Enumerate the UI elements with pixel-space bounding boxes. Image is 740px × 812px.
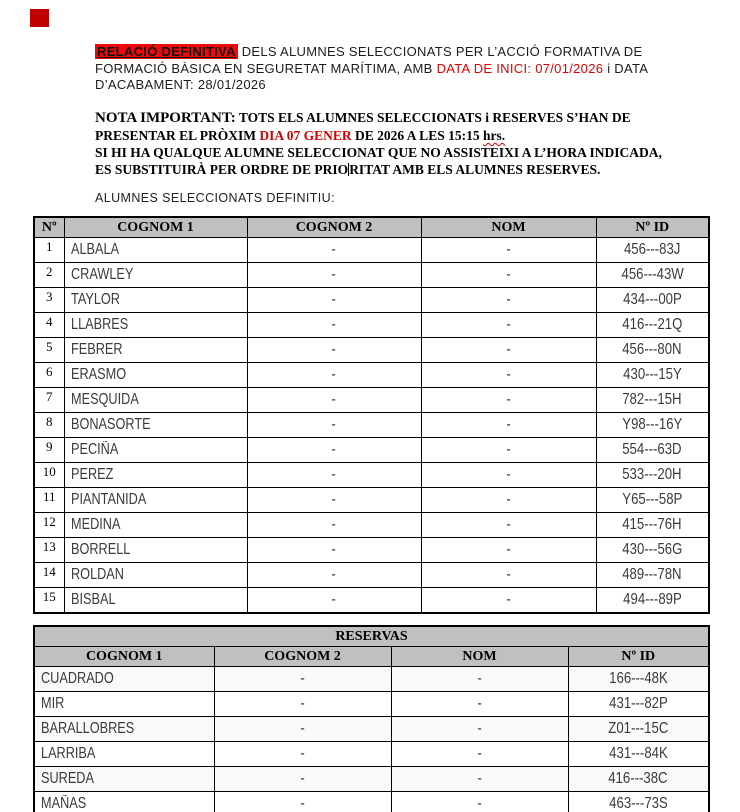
- cell-id: [596, 388, 709, 413]
- note-text: PRESENTAR EL PRÒXIM: [95, 128, 260, 143]
- row-number: 3: [34, 288, 64, 313]
- cell-cognom2: [247, 538, 421, 563]
- cell-cognom2: [247, 488, 421, 513]
- id-text: 782---15H: [622, 391, 682, 408]
- column-header-nom: NOM: [391, 647, 568, 667]
- cell-cognom1: [34, 717, 214, 742]
- cell-nom: [421, 238, 596, 263]
- column-header-cognom1: COGNOM 1: [34, 647, 214, 667]
- table-row: [34, 767, 709, 792]
- cell-cognom2: [247, 288, 421, 313]
- dash-text: -: [331, 516, 337, 533]
- dash-text: -: [477, 795, 482, 812]
- cell-cognom1: [34, 667, 214, 692]
- cell-id: [596, 513, 709, 538]
- table-row: [34, 692, 709, 717]
- selected-students-table: [33, 216, 710, 614]
- dash-text: -: [477, 745, 482, 762]
- surname-text: CUADRADO: [41, 670, 114, 687]
- cell-id: [596, 463, 709, 488]
- row-number: 9: [34, 438, 64, 463]
- cell-cognom1: [64, 488, 247, 513]
- id-text: Z01---15C: [608, 720, 669, 737]
- cell-cognom2: [247, 463, 421, 488]
- dash-text: -: [331, 416, 337, 433]
- cell-id: [596, 363, 709, 388]
- row-number: 8: [34, 413, 64, 438]
- column-header-id: Nº ID: [596, 217, 709, 238]
- dash-text: -: [506, 391, 511, 408]
- cell-id: [596, 338, 709, 363]
- cell-id: [568, 667, 709, 692]
- cell-cognom1: [34, 767, 214, 792]
- cell-cognom2: [247, 563, 421, 588]
- cell-id: [596, 288, 709, 313]
- dash-text: -: [477, 720, 482, 737]
- surname-text: PIANTANIDA: [70, 491, 146, 508]
- dash-text: -: [300, 695, 305, 712]
- cell-cognom1: [64, 413, 247, 438]
- table-row: [34, 388, 709, 413]
- table-row: [34, 438, 709, 463]
- row-number: 11: [34, 488, 64, 513]
- dash-text: -: [506, 366, 511, 383]
- cell-nom: [421, 388, 596, 413]
- dash-text: -: [331, 316, 337, 333]
- highlighted-title: RELACIÓ DEFINITIVA: [97, 44, 236, 59]
- cell-id: [596, 313, 709, 338]
- dash-text: -: [506, 591, 511, 608]
- cell-nom: [391, 742, 568, 767]
- section-label: ALUMNES SELECCIONATS DEFINITIU:: [95, 191, 335, 205]
- surname-text: LLABRES: [70, 316, 128, 333]
- cell-nom: [421, 513, 596, 538]
- cell-id: [596, 588, 709, 614]
- surname-text: MESQUIDA: [70, 391, 139, 408]
- intro-text: FORMACIÓ BÀSICA EN SEGURETAT MARÍTIMA, AMB: [95, 60, 437, 76]
- intro-paragraph: [95, 44, 648, 94]
- table-row: [34, 488, 709, 513]
- surname-text: BISBAL: [70, 591, 116, 608]
- cell-nom: [421, 438, 596, 463]
- cell-id: [568, 767, 709, 792]
- cell-cognom2: [214, 692, 391, 717]
- cell-cognom2: [247, 238, 421, 263]
- cell-cognom1: [64, 538, 247, 563]
- cell-cognom2: [247, 438, 421, 463]
- row-number: 14: [34, 563, 64, 588]
- cell-id: [568, 692, 709, 717]
- surname-text: MEDINA: [70, 516, 120, 533]
- cell-cognom2: [214, 767, 391, 792]
- row-number: 7: [34, 388, 64, 413]
- row-number: 1: [34, 238, 64, 263]
- cell-cognom2: [247, 588, 421, 614]
- column-header-cognom2: COGNOM 2: [214, 647, 391, 667]
- cell-id: [568, 717, 709, 742]
- cell-cognom1: [64, 563, 247, 588]
- table-row: [34, 792, 709, 812]
- dash-text: -: [506, 341, 511, 358]
- row-number: 2: [34, 263, 64, 288]
- row-number: 4: [34, 313, 64, 338]
- cell-nom: [391, 667, 568, 692]
- cell-cognom2: [247, 413, 421, 438]
- cell-id: [596, 563, 709, 588]
- id-text: 463---73S: [608, 795, 668, 812]
- table-row: [34, 363, 709, 388]
- intro-line-3: [95, 77, 648, 94]
- cell-cognom1: [34, 742, 214, 767]
- id-text: 456---43W: [621, 266, 684, 283]
- cell-cognom2: [247, 513, 421, 538]
- table-row: [34, 513, 709, 538]
- surname-text: PEREZ: [70, 466, 113, 483]
- cell-id: [596, 238, 709, 263]
- column-header-nom: NOM: [421, 217, 596, 238]
- cell-nom: [421, 538, 596, 563]
- surname-text: BARALLOBRES: [41, 720, 135, 737]
- cell-cognom2: [247, 363, 421, 388]
- surname-text: CRAWLEY: [70, 266, 133, 283]
- id-text: 430---56G: [622, 541, 683, 558]
- table-row: [34, 263, 709, 288]
- dash-text: -: [331, 366, 337, 383]
- id-text: Y65---58P: [622, 491, 683, 508]
- dash-text: -: [300, 795, 305, 812]
- id-text: 434---00P: [622, 291, 682, 308]
- surname-text: ROLDAN: [70, 566, 124, 583]
- id-text: 431---82P: [608, 695, 668, 712]
- note-line-4: [95, 161, 662, 178]
- intro-line-2: [95, 61, 648, 78]
- id-text: 489---78N: [622, 566, 682, 583]
- surname-text: MIR: [41, 695, 65, 712]
- table-row: [34, 538, 709, 563]
- dash-text: -: [300, 770, 305, 787]
- id-text: 416---21Q: [622, 316, 683, 333]
- cell-nom: [391, 717, 568, 742]
- cell-nom: [421, 313, 596, 338]
- dash-text: -: [331, 541, 337, 558]
- table-row: [34, 288, 709, 313]
- dash-text: -: [331, 291, 337, 308]
- note-line-2: [95, 127, 662, 144]
- surname-text: SUREDA: [41, 770, 94, 787]
- intro-text: i DATA: [603, 60, 649, 76]
- id-text: 494---89P: [622, 591, 682, 608]
- dash-text: -: [331, 266, 337, 283]
- dash-text: -: [506, 266, 511, 283]
- cell-nom: [421, 413, 596, 438]
- cell-nom: [421, 363, 596, 388]
- cell-id: [596, 413, 709, 438]
- cell-cognom1: [64, 238, 247, 263]
- cell-cognom1: [64, 363, 247, 388]
- dash-text: -: [331, 441, 337, 458]
- note-text: ES SUBSTITUIRÀ PER ORDRE DE PRIO: [95, 162, 349, 177]
- surname-text: FEBRER: [70, 341, 123, 358]
- cell-nom: [421, 338, 596, 363]
- row-number: 10: [34, 463, 64, 488]
- table-row: [34, 588, 709, 614]
- dash-text: -: [300, 745, 305, 762]
- id-text: 456---83J: [624, 241, 681, 258]
- dash-text: -: [331, 341, 337, 358]
- cell-cognom1: [64, 338, 247, 363]
- note-text: SI HI HA QUALQUE ALUMNE SELECCIONAT QUE NO ASSISTEIXI A L’HORA INDICADA,: [95, 145, 662, 160]
- table-row: [34, 463, 709, 488]
- surname-text: BONASORTE: [70, 416, 151, 433]
- important-note: [95, 109, 662, 178]
- dash-text: -: [506, 291, 511, 308]
- cell-cognom1: [64, 438, 247, 463]
- meeting-date-text: DIA 07 GENER: [259, 128, 352, 143]
- id-text: 554---63D: [622, 441, 682, 458]
- id-text: 431---84K: [608, 745, 668, 762]
- dash-text: -: [506, 316, 511, 333]
- cell-cognom1: [64, 313, 247, 338]
- row-number: 15: [34, 588, 64, 614]
- dash-text: -: [477, 770, 482, 787]
- id-text: 166---48K: [608, 670, 668, 687]
- cell-cognom1: [64, 263, 247, 288]
- cell-nom: [391, 792, 568, 812]
- dash-text: -: [331, 566, 337, 583]
- column-header-cognom2: COGNOM 2: [247, 217, 421, 238]
- cell-cognom2: [214, 792, 391, 812]
- cell-cognom2: [214, 742, 391, 767]
- cell-nom: [421, 288, 596, 313]
- note-text: TOTS ELS ALUMNES SELECCIONATS i RESERVES S’HAN DE: [235, 110, 631, 125]
- table-row: [34, 667, 709, 692]
- dash-text: -: [506, 416, 511, 433]
- dash-text: -: [506, 441, 511, 458]
- table-row: [34, 742, 709, 767]
- intro-line-1: [95, 44, 648, 61]
- dash-text: -: [300, 720, 305, 737]
- cell-id: [596, 438, 709, 463]
- row-number: 5: [34, 338, 64, 363]
- dash-text: -: [331, 391, 337, 408]
- reserves-table: [33, 625, 710, 812]
- dash-text: -: [506, 491, 511, 508]
- table-row: [34, 238, 709, 263]
- table-row: [34, 313, 709, 338]
- table-row: [34, 563, 709, 588]
- cell-cognom1: [64, 513, 247, 538]
- cell-cognom1: [34, 792, 214, 812]
- dash-text: -: [506, 566, 511, 583]
- row-number: 12: [34, 513, 64, 538]
- surname-text: TAYLOR: [70, 291, 120, 308]
- note-line-3: [95, 144, 662, 161]
- id-text: 430---15Y: [622, 366, 682, 383]
- intro-text: DELS ALUMNES SELECCIONATS PER L’ACCIÓ FORMATIVA DE: [237, 44, 643, 59]
- dash-text: -: [331, 591, 337, 608]
- cell-cognom2: [247, 263, 421, 288]
- red-square-marker: [30, 9, 49, 27]
- start-date-text: DATA DE INICI: 07/01/2026: [436, 60, 604, 76]
- end-date-text: D’ACABAMENT: 28/01/2026: [95, 77, 266, 92]
- dash-text: -: [331, 491, 337, 508]
- cell-cognom1: [64, 463, 247, 488]
- cell-cognom1: [64, 288, 247, 313]
- row-number: 6: [34, 363, 64, 388]
- cell-id: [568, 742, 709, 767]
- surname-text: MAÑAS: [41, 795, 87, 812]
- cell-id: [596, 488, 709, 513]
- dash-text: -: [506, 241, 511, 258]
- id-text: 415---76H: [622, 516, 682, 533]
- cell-nom: [391, 692, 568, 717]
- id-text: 533---20H: [622, 466, 682, 483]
- row-number: 13: [34, 538, 64, 563]
- cell-nom: [421, 488, 596, 513]
- surname-text: ERASMO: [70, 366, 126, 383]
- cell-nom: [391, 767, 568, 792]
- cell-nom: [421, 563, 596, 588]
- cell-cognom2: [247, 338, 421, 363]
- note-lead: NOTA IMPORTANT:: [95, 110, 236, 126]
- cell-id: [568, 792, 709, 812]
- cell-cognom1: [64, 588, 247, 614]
- cell-cognom2: [214, 717, 391, 742]
- cell-cognom2: [247, 313, 421, 338]
- reserves-title: RESERVAS: [34, 626, 709, 647]
- reserves-title-row: [34, 626, 709, 647]
- table-header-row: [34, 217, 709, 238]
- id-text: 416---38C: [608, 770, 668, 787]
- dash-text: -: [506, 541, 511, 558]
- note-text: RITAT AMB ELS ALUMNES RESERVES.: [349, 162, 601, 177]
- surname-text: LARRIBA: [41, 745, 96, 762]
- cell-cognom2: [214, 667, 391, 692]
- table-header-row: [34, 647, 709, 667]
- cell-cognom2: [247, 388, 421, 413]
- dash-text: -: [506, 466, 511, 483]
- table-row: [34, 717, 709, 742]
- cell-id: [596, 263, 709, 288]
- surname-text: BORRELL: [70, 541, 130, 558]
- surname-text: PECIÑA: [70, 441, 118, 458]
- dash-text: -: [331, 241, 337, 258]
- id-text: 456---80N: [622, 341, 682, 358]
- cell-cognom1: [34, 692, 214, 717]
- column-header-cognom1: COGNOM 1: [64, 217, 247, 238]
- dash-text: -: [506, 516, 511, 533]
- surname-text: ALBALA: [70, 241, 119, 258]
- cell-cognom1: [64, 388, 247, 413]
- table-row: [34, 413, 709, 438]
- dash-text: -: [300, 670, 305, 687]
- cell-nom: [421, 463, 596, 488]
- dash-text: -: [477, 695, 482, 712]
- cell-id: [596, 538, 709, 563]
- table-row: [34, 338, 709, 363]
- note-text: DE 2026 A LES 15:15: [351, 128, 483, 143]
- spellcheck-word: hrs.: [482, 128, 506, 143]
- dash-text: -: [477, 670, 482, 687]
- note-line-1: [95, 109, 662, 127]
- cell-nom: [421, 588, 596, 614]
- column-header-id: Nº ID: [568, 647, 709, 667]
- dash-text: -: [331, 466, 337, 483]
- cell-nom: [421, 263, 596, 288]
- column-header-num: Nº: [34, 217, 64, 238]
- id-text: Y98---16Y: [622, 416, 683, 433]
